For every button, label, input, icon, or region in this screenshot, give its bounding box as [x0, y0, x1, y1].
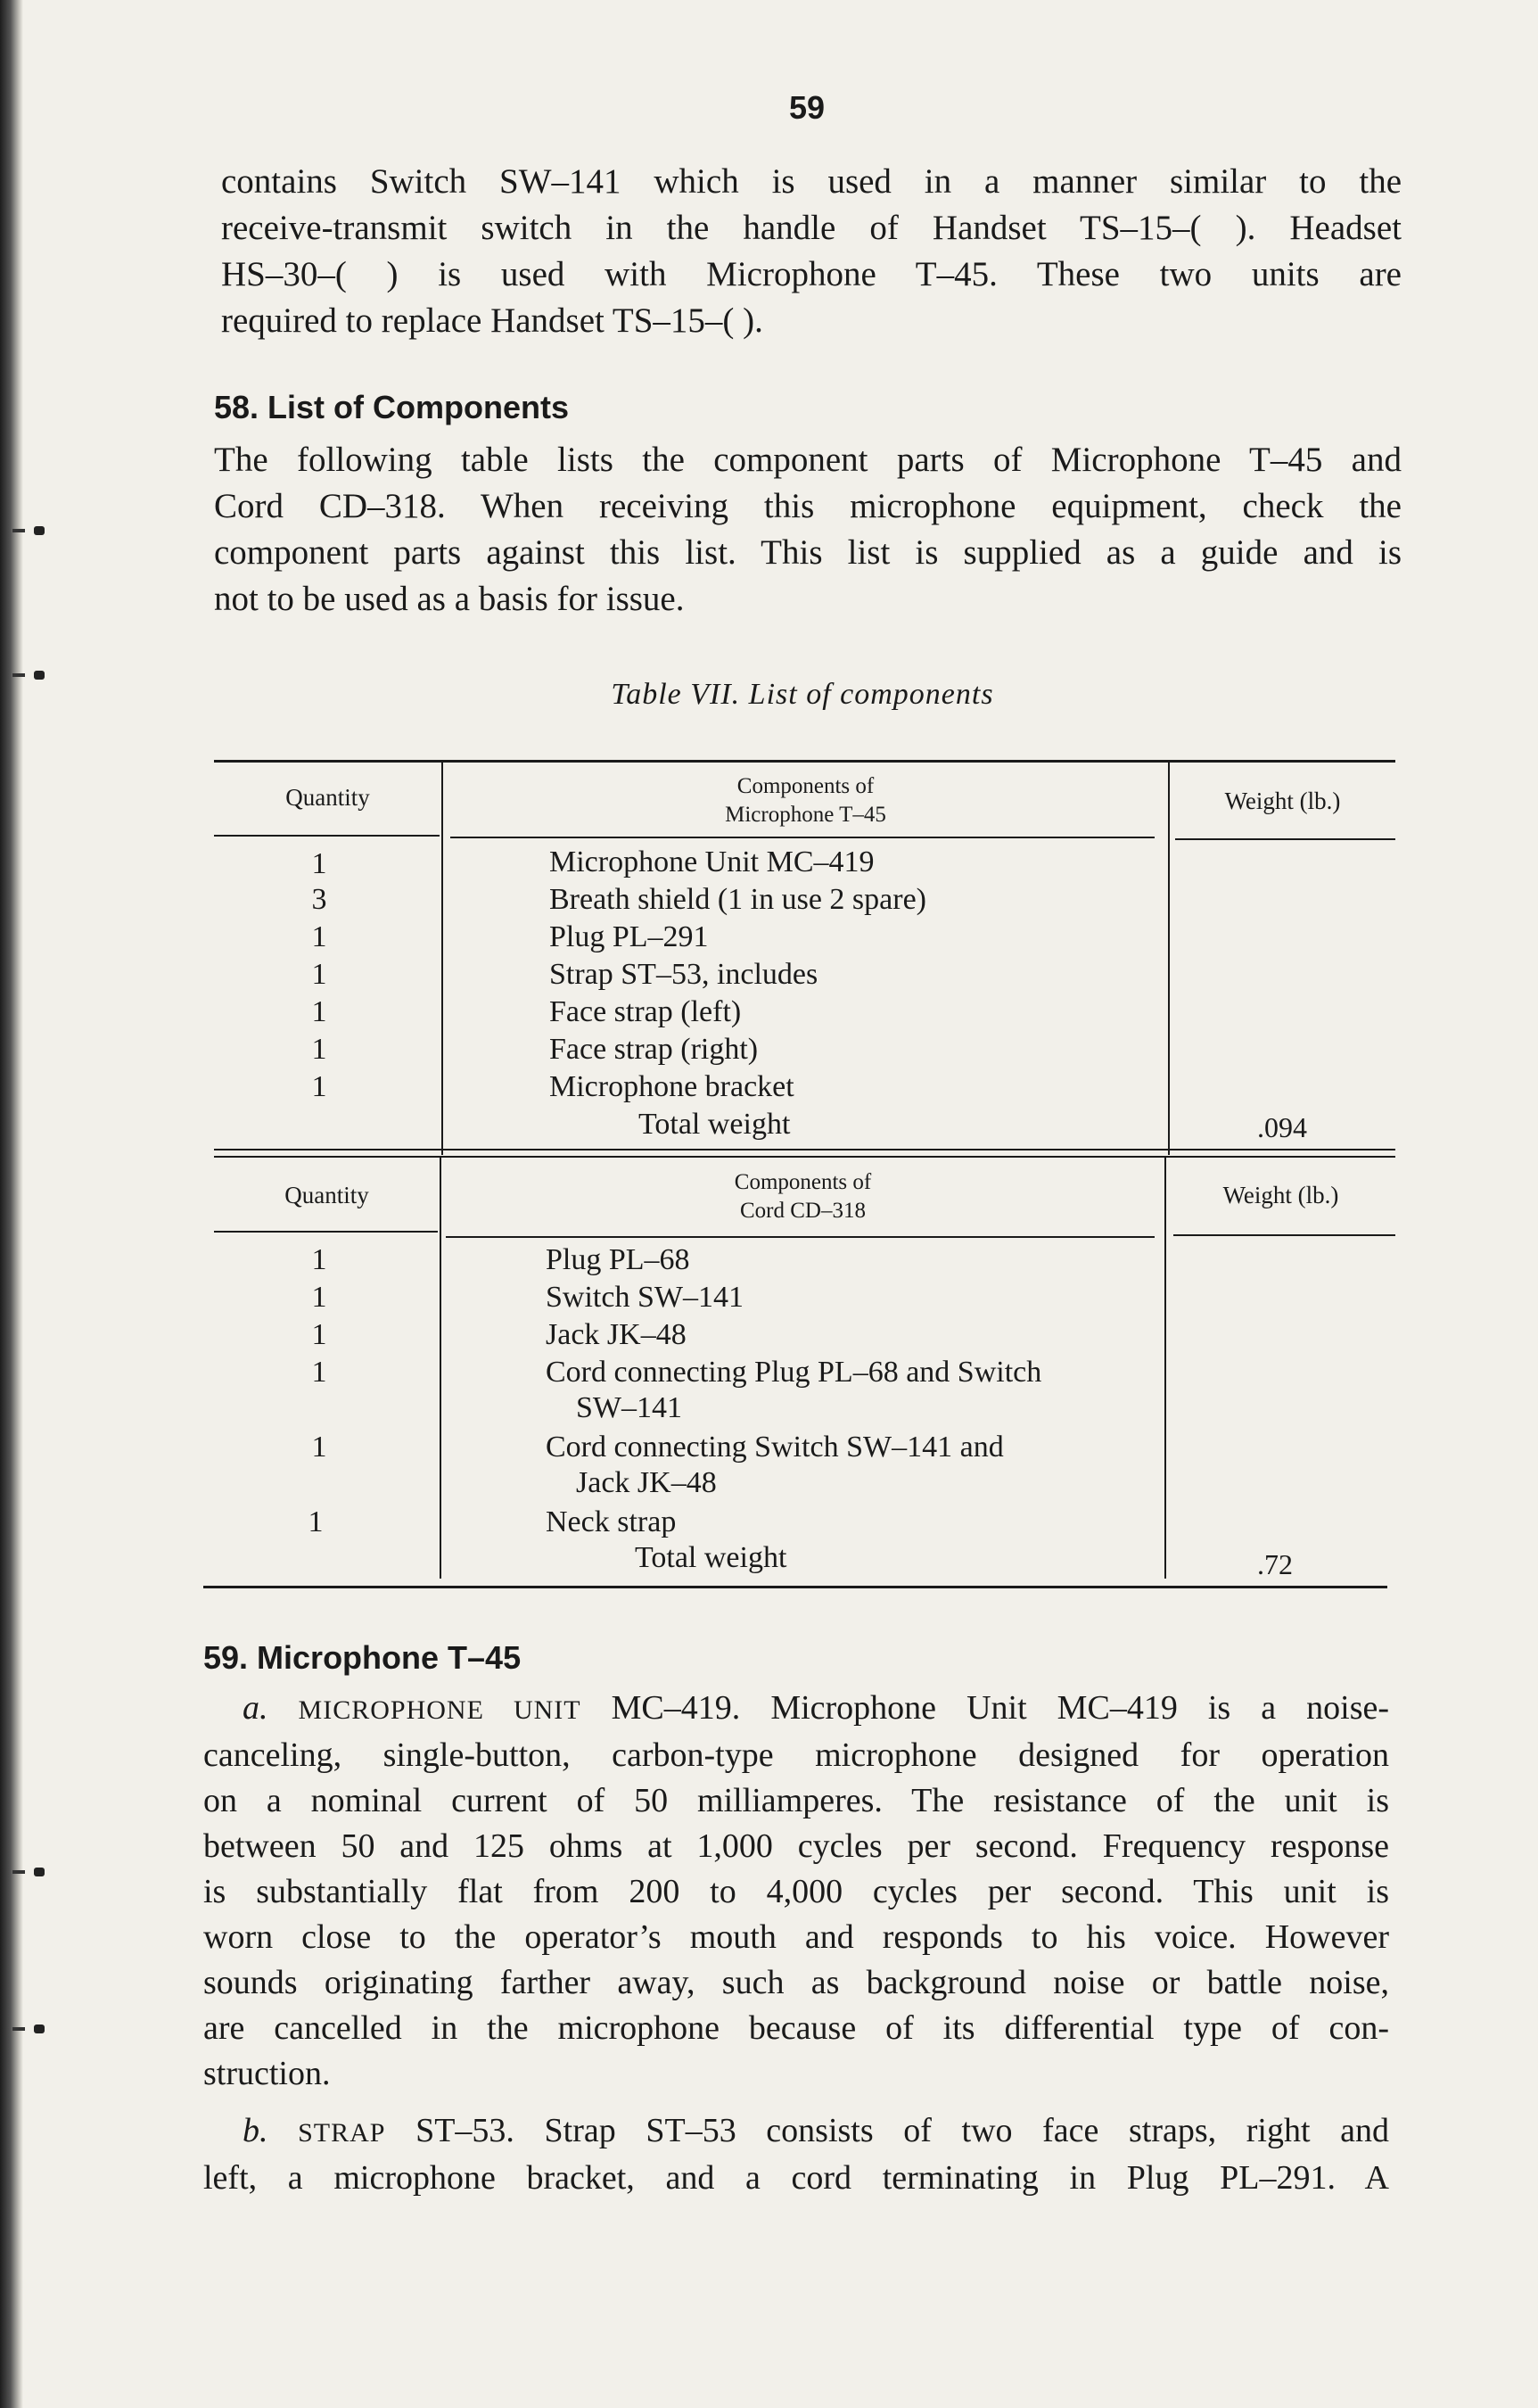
smallcaps-title: STRAP: [298, 2118, 386, 2148]
header-components-line2: Cord CD–318: [740, 1199, 866, 1223]
text-line: left, a microphone bracket, and a cord terminating in Plug PL–291. A: [203, 2159, 1389, 2197]
total-weight-value: .094: [1257, 1111, 1307, 1143]
component-cell: Jack JK–48: [546, 1318, 687, 1351]
first-line-rest: Strap ST–53 consists of two face straps, right and: [514, 2112, 1389, 2149]
component-cell: Face strap (right): [549, 1033, 759, 1066]
binding-mark: [12, 524, 48, 537]
text-line: required to replace Handset TS–15–( ).: [221, 301, 763, 340]
component-cell-continuation: SW–141: [576, 1391, 682, 1424]
total-weight-label: Total weight: [635, 1541, 787, 1574]
section-59-heading: 59. Microphone T–45: [203, 1639, 522, 1676]
component-cell: Face strap (left): [549, 995, 742, 1028]
quantity-cell: 1: [311, 958, 327, 991]
text-line: worn close to the operator’s mouth and responds to his voice. However: [203, 1918, 1389, 1956]
quantity-cell: 1: [311, 1070, 327, 1103]
intro-paragraph: [221, 159, 1402, 344]
quantity-cell: 1: [311, 847, 327, 880]
text-line: [203, 2108, 1389, 2156]
component-cell: Microphone Unit MC–419: [549, 845, 875, 878]
column-divider: [1164, 1158, 1166, 1579]
page-number: 59: [788, 89, 826, 126]
component-cell: Plug PL–68: [546, 1243, 690, 1276]
component-cell: Plug PL–291: [549, 920, 709, 953]
text-line: Cord CD–318. When receiving this microphone equipment, check the: [214, 487, 1402, 525]
table-rule: [203, 1586, 1387, 1588]
header-components-line1: Components of: [736, 774, 875, 798]
text-line: are cancelled in the microphone because of its differential type of con-: [203, 2009, 1389, 2047]
component-cell: Cord connecting Switch SW–141 and: [546, 1431, 1004, 1464]
quantity-cell: 1: [311, 1431, 327, 1464]
text-line: HS–30–( ) is used with Microphone T–45. These two units are: [221, 255, 1402, 293]
table-rule: [214, 760, 1395, 763]
text-line: [203, 1686, 1389, 1733]
text-line: The following table lists the component parts of Microphone T–45 and: [214, 441, 1402, 479]
header-underline: [214, 835, 440, 837]
header-underline: [1175, 838, 1395, 840]
para-label: b.: [243, 2112, 268, 2149]
header-components: [443, 772, 1168, 829]
component-cell: Cord connecting Plug PL–68 and Switch: [546, 1356, 1042, 1389]
component-cell: Neck strap: [546, 1505, 677, 1538]
header-underline: [450, 837, 1155, 838]
quantity-cell: 1: [311, 1356, 327, 1389]
header-components-line1: Components of: [734, 1170, 872, 1194]
quantity-cell: 1: [311, 1033, 327, 1066]
quantity-cell: 1: [311, 995, 327, 1028]
table-rule: [214, 1149, 1395, 1150]
component-cell-continuation: Jack JK–48: [576, 1466, 717, 1499]
header-underline: [446, 1236, 1155, 1238]
header-underline: [1173, 1234, 1395, 1236]
smallcaps-title: MICROPHONE UNIT: [298, 1695, 581, 1725]
component-cell: Switch SW–141: [546, 1281, 744, 1314]
binding-mark: [12, 1866, 48, 1878]
header-weight: Weight (lb.): [1222, 1182, 1339, 1208]
text-line: between 50 and 125 ohms at 1,000 cycles per second. Frequency response: [203, 1827, 1389, 1865]
text-line: on a nominal current of 50 milliamperes. The resistance of the unit is: [203, 1782, 1389, 1819]
text-line: is substantially flat from 200 to 4,000 cycles per second. This unit is: [203, 1873, 1389, 1910]
quantity-cell: 1: [308, 1505, 324, 1538]
component-cell: Breath shield (1 in use 2 spare): [549, 883, 926, 916]
text-line: contains Switch SW–141 which is used in a manner similar to the: [221, 162, 1402, 201]
section-59-para-b: [203, 2108, 1389, 2201]
quantity-cell: 1: [311, 920, 327, 953]
header-weight: Weight (lb.): [1224, 788, 1341, 814]
quantity-cell: 3: [311, 883, 327, 916]
text-line: canceling, single-button, carbon-type microphone designed for operation: [203, 1736, 1389, 1774]
table-rule: [214, 1156, 1395, 1158]
component-cell: Microphone bracket: [549, 1070, 794, 1103]
binding-mark: [12, 2023, 48, 2035]
text-line: receive-transmit switch in the handle of Handset TS–15–( ). Headset: [221, 209, 1402, 247]
component-cell: Strap ST–53, includes: [549, 958, 818, 991]
total-weight-value: .72: [1257, 1548, 1293, 1580]
quantity-cell: 1: [311, 1281, 327, 1314]
text-line: component parts against this list. This list is supplied as a guide and is: [214, 533, 1402, 572]
section-58-heading: 58. List of Components: [214, 389, 570, 425]
text-line: struction.: [203, 2055, 331, 2092]
header-quantity: Quantity: [285, 784, 370, 811]
section-59-para-a: [203, 1686, 1389, 2097]
table-caption: Table VII. List of components: [611, 678, 994, 711]
text-line: not to be used as a basis for issue.: [214, 580, 685, 618]
header-quantity: Quantity: [284, 1182, 369, 1208]
section-58-paragraph: [214, 437, 1402, 623]
header-underline: [214, 1231, 438, 1233]
quantity-cell: 1: [311, 1243, 327, 1276]
header-components: [441, 1168, 1164, 1225]
column-divider: [1168, 763, 1170, 1155]
first-line-rest: Microphone Unit MC–419 is a noise-: [740, 1689, 1390, 1727]
total-weight-label: Total weight: [638, 1108, 791, 1141]
text-line: sounds originating farther away, such as background noise or battle noise,: [203, 1964, 1389, 2001]
title-rest: ST–53.: [385, 2112, 514, 2149]
book-binding-edge: [0, 0, 23, 2408]
header-components-line2: Microphone T–45: [725, 803, 886, 827]
title-rest: MC–419.: [580, 1689, 741, 1727]
para-label: a.: [243, 1689, 268, 1727]
quantity-cell: 1: [311, 1318, 327, 1351]
